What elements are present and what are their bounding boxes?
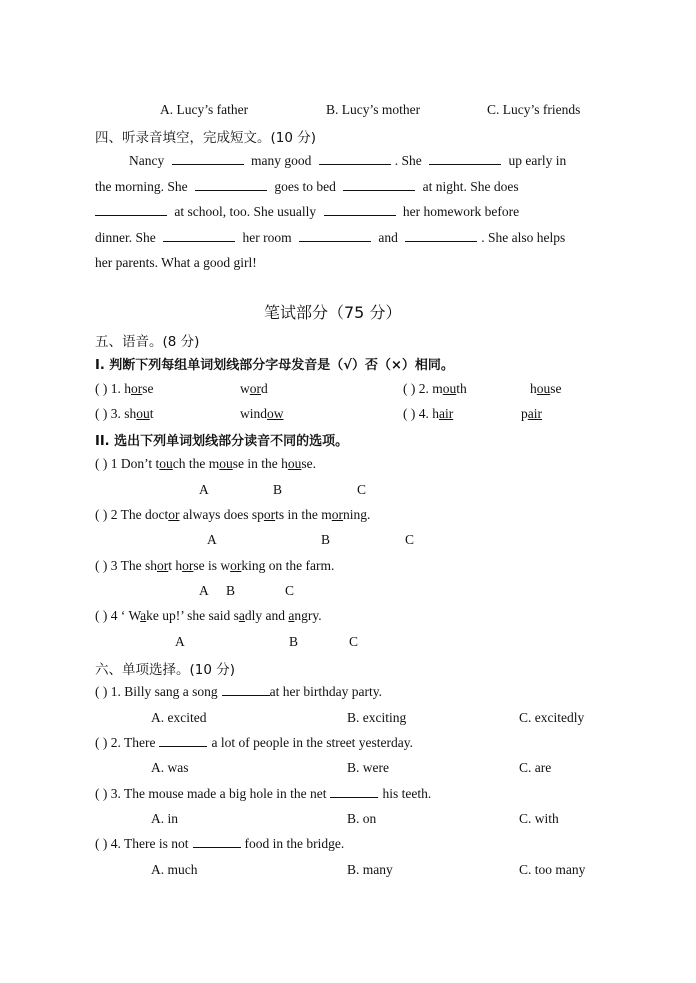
section-5-heading: 五、语音。(8 分) — [95, 334, 200, 350]
phonics-item-3 — [95, 406, 154, 422]
part-ii-instruction: II. 选出下列单词划线部分读音不同的选项。 — [95, 434, 349, 449]
phonics-item-1 — [95, 381, 154, 397]
mc-option-a[interactable]: A. was — [151, 760, 189, 775]
passage-text: up early in — [508, 153, 567, 168]
phonics-item-2-word-2: house — [530, 381, 562, 396]
phonics-item-4-word-2: pair — [521, 406, 542, 421]
part-ii-question-4: ( ) 4 ‘ Wake up!’ she said sadly and angry. — [95, 608, 322, 623]
mc-option-c[interactable]: C. too many — [519, 862, 586, 877]
mc-option-b[interactable]: B. on — [347, 811, 377, 826]
section-4-passage — [95, 148, 599, 276]
item-number: 1. — [110, 381, 121, 396]
passage-text: her parents. What a good girl! — [95, 255, 257, 270]
answer-paren[interactable]: ( ) — [95, 836, 108, 851]
mc-option-c[interactable]: C. excitedly — [519, 710, 585, 725]
answer-paren[interactable]: ( ) — [95, 684, 108, 699]
passage-text: many good — [250, 153, 312, 168]
choice-label-c: C — [285, 583, 295, 598]
option-b: B. Lucy’s mother — [326, 102, 421, 117]
answer-blank[interactable] — [405, 230, 477, 242]
passage-text: the morning. She — [95, 178, 188, 194]
mc-option-c[interactable]: C. are — [519, 760, 552, 775]
answer-paren[interactable]: ( ) — [95, 558, 108, 573]
answer-blank — [193, 836, 241, 848]
answer-paren[interactable]: ( ) — [95, 735, 108, 750]
written-part-title: 笔试部分（75 分） — [264, 303, 402, 322]
passage-text: dinner. She — [95, 229, 156, 245]
choice-label-b: B — [321, 532, 331, 547]
passage-text: at night. She does — [422, 178, 519, 194]
passage-text: goes to bed — [274, 178, 336, 194]
phonics-item-2 — [403, 381, 467, 397]
mc-question-3: ( ) 3. The mouse made a big hole in the net his teeth. — [95, 786, 432, 801]
item-number: 3. — [110, 406, 121, 421]
part-ii-question-1: ( ) 1 Don’t touch the mouse in the house. — [95, 456, 317, 471]
passage-text: Nancy — [129, 153, 165, 168]
answer-paren[interactable]: ( ) — [95, 786, 108, 801]
choice-label-a: A — [207, 532, 217, 547]
answer-blank — [159, 735, 207, 747]
mc-option-a[interactable]: A. in — [151, 811, 178, 826]
choice-label-c: C — [357, 482, 367, 497]
passage-text: and — [378, 229, 398, 245]
passage-text: . She also helps — [481, 229, 566, 245]
section-6-heading: 六、单项选择。(10 分) — [95, 662, 236, 678]
mc-question-1: ( ) 1. Billy sang a song at her birthday party. — [95, 684, 382, 699]
answer-blank[interactable] — [195, 179, 267, 191]
passage-text: her room — [242, 229, 292, 245]
answer-paren[interactable]: ( ) — [403, 381, 416, 396]
answer-paren[interactable]: ( ) — [95, 381, 108, 396]
phonics-item-1-word-2: word — [240, 381, 268, 396]
mc-option-b[interactable]: B. exciting — [347, 710, 407, 725]
answer-blank[interactable] — [163, 230, 235, 242]
phonics-item-4 — [403, 406, 453, 422]
mc-option-c[interactable]: C. with — [519, 811, 559, 826]
answer-paren[interactable]: ( ) — [95, 456, 108, 471]
part-i-instruction: I. 判断下列每组单词划线部分字母发音是（√）否（×）相同。 — [95, 358, 454, 373]
answer-paren[interactable]: ( ) — [403, 406, 416, 421]
choice-label-a: A — [199, 583, 209, 598]
answer-paren[interactable]: ( ) — [95, 608, 108, 623]
section-4-heading: 四、听录音填空，完成短文。(10 分) — [95, 130, 317, 146]
word-1: horse — [124, 381, 154, 396]
answer-paren[interactable]: ( ) — [95, 507, 108, 522]
option-c: C. Lucy’s friends — [487, 102, 581, 117]
passage-text: . She — [394, 153, 422, 168]
choice-label-b: B — [226, 583, 236, 598]
phonics-item-3-word-2: window — [240, 406, 284, 421]
word-1: hair — [432, 406, 454, 421]
answer-blank — [222, 684, 270, 696]
choice-label-a: A — [199, 482, 209, 497]
mc-option-a[interactable]: A. excited — [151, 710, 207, 725]
part-ii-question-3: ( ) 3 The short horse is working on the farm. — [95, 558, 335, 573]
mc-option-b[interactable]: B. were — [347, 760, 389, 775]
answer-blank[interactable] — [324, 204, 396, 216]
mc-question-4: ( ) 4. There is not food in the bridge. — [95, 836, 345, 851]
choice-label-a: A — [175, 634, 185, 649]
choice-label-c: C — [405, 532, 415, 547]
answer-blank[interactable] — [343, 179, 415, 191]
item-number: 2. — [418, 381, 429, 396]
answer-blank[interactable] — [319, 153, 391, 165]
passage-text: her homework before — [402, 204, 520, 219]
answer-blank — [330, 786, 378, 798]
mc-question-2: ( ) 2. There a lot of people in the street yesterday. — [95, 735, 414, 750]
choice-label-c: C — [349, 634, 359, 649]
answer-blank[interactable] — [429, 153, 501, 165]
word-1: mouth — [432, 381, 467, 396]
choice-label-b: B — [273, 482, 283, 497]
item-number: 4. — [418, 406, 429, 421]
part-ii-question-2: ( ) 2 The doctor always does sports in the morning. — [95, 507, 371, 522]
answer-blank[interactable] — [299, 230, 371, 242]
passage-text: at school, too. She usually — [174, 204, 317, 219]
answer-paren[interactable]: ( ) — [95, 406, 108, 421]
word-1: shout — [124, 406, 154, 421]
answer-blank[interactable] — [95, 204, 167, 216]
mc-option-b[interactable]: B. many — [347, 862, 393, 877]
choice-label-b: B — [289, 634, 299, 649]
mc-option-a[interactable]: A. much — [151, 862, 198, 877]
answer-blank[interactable] — [172, 153, 244, 165]
option-a: A. Lucy’s father — [160, 102, 249, 117]
